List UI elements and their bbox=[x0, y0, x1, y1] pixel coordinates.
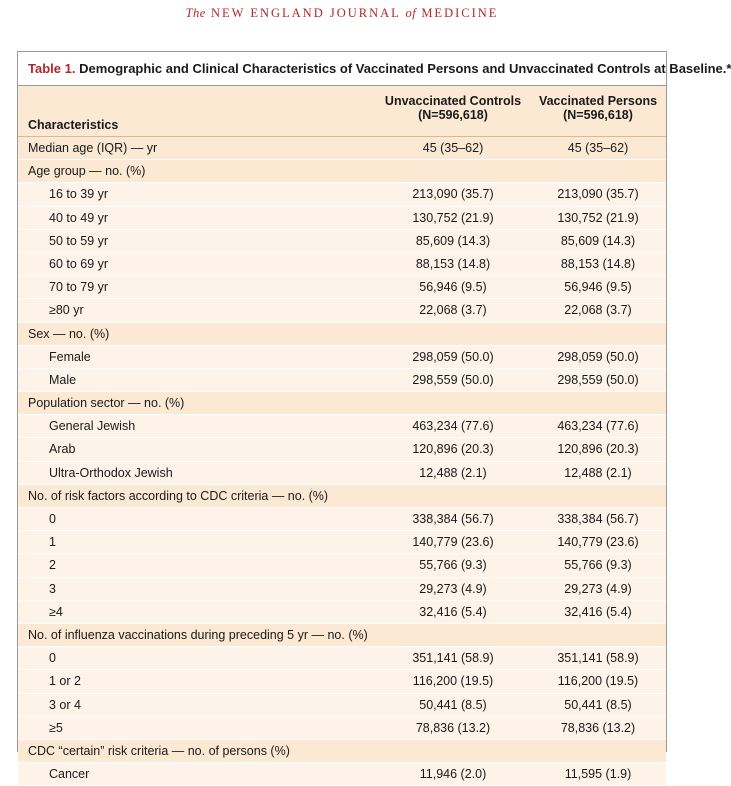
row-label: Sex — no. (%) bbox=[28, 326, 110, 341]
row-label: 50 to 59 yr bbox=[49, 233, 109, 248]
row-vaccinated-value: 11,595 (1.9) bbox=[564, 767, 632, 782]
row-vaccinated-value: 140,779 (23.6) bbox=[557, 535, 639, 550]
row-vaccinated-value: 88,153 (14.8) bbox=[560, 256, 636, 271]
row-label: 2 bbox=[49, 558, 56, 573]
row-vaccinated-value: 298,559 (50.0) bbox=[557, 372, 639, 387]
masthead-end: MEDICINE bbox=[421, 6, 499, 20]
table-header bbox=[18, 86, 666, 137]
row-unvaccinated-value: 338,384 (56.7) bbox=[412, 512, 494, 526]
header-vaccinated-n: (N=596,618) bbox=[563, 108, 633, 122]
row-unvaccinated-value: 56,946 (9.5) bbox=[419, 280, 487, 295]
row-unvaccinated-value: 140,779 (23.6) bbox=[412, 535, 494, 550]
row-vaccinated-value: 29,273 (4.9) bbox=[564, 581, 632, 596]
row-label: 1 or 2 bbox=[49, 674, 81, 689]
row-vaccinated-value: 12,488 (2.1) bbox=[564, 465, 632, 480]
row-vaccinated-value: 32,416 (5.4) bbox=[564, 604, 632, 619]
row-label: 60 to 69 yr bbox=[49, 256, 109, 271]
row-unvaccinated-value: 130,752 (21.9) bbox=[412, 210, 494, 225]
journal-masthead bbox=[0, 0, 684, 28]
table-row bbox=[18, 207, 666, 230]
row-vaccinated-value: 78,836 (13.2) bbox=[560, 720, 636, 735]
row-vaccinated-value: 85,609 (14.3) bbox=[560, 233, 636, 248]
table-row bbox=[18, 578, 666, 601]
table-row bbox=[18, 624, 666, 647]
table-row bbox=[18, 694, 666, 717]
row-vaccinated-value: 50,441 (8.5) bbox=[564, 697, 632, 712]
row-label: Ultra-Orthodox Jewish bbox=[49, 465, 173, 480]
table-1 bbox=[17, 51, 731, 782]
row-label: Population sector — no. (%) bbox=[28, 396, 185, 411]
row-label: Cancer bbox=[49, 767, 90, 782]
header-vaccinated-label: Vaccinated Persons bbox=[538, 94, 658, 108]
row-label: Male bbox=[49, 372, 77, 387]
row-label: CDC “certain” risk criteria — no. of persons (%) bbox=[28, 743, 290, 758]
row-label: Female bbox=[49, 349, 91, 364]
row-vaccinated-value: 338,384 (56.7) bbox=[557, 512, 639, 526]
table-row bbox=[18, 369, 666, 392]
row-vaccinated-value: 298,059 (50.0) bbox=[557, 349, 639, 364]
table-body bbox=[18, 137, 666, 786]
masthead-main: NEW ENGLAND JOURNAL bbox=[210, 6, 401, 20]
table-row bbox=[18, 740, 666, 763]
row-label: ≥5 bbox=[49, 720, 63, 735]
table-row bbox=[18, 670, 666, 693]
masthead-of: of bbox=[405, 6, 417, 20]
row-vaccinated-value: 213,090 (35.7) bbox=[557, 187, 639, 202]
table-row bbox=[18, 253, 666, 276]
header-unvaccinated-n: (N=596,618) bbox=[418, 108, 488, 122]
row-unvaccinated-value: 88,153 (14.8) bbox=[415, 256, 491, 271]
row-unvaccinated-value: 22,068 (3.7) bbox=[419, 303, 487, 318]
table-row bbox=[18, 415, 666, 438]
row-unvaccinated-value: 78,836 (13.2) bbox=[415, 720, 491, 735]
table-row bbox=[18, 462, 666, 485]
row-label: Median age (IQR) — yr bbox=[28, 141, 158, 155]
row-unvaccinated-value: 12,488 (2.1) bbox=[419, 465, 487, 480]
table-row bbox=[18, 438, 666, 461]
table-row bbox=[18, 299, 666, 322]
row-vaccinated-value: 463,234 (77.6) bbox=[557, 419, 639, 434]
row-label: 70 to 79 yr bbox=[49, 280, 109, 295]
table-row bbox=[18, 276, 666, 299]
header-vaccinated bbox=[523, 94, 673, 122]
header-unvaccinated-label: Unvaccinated Controls bbox=[384, 94, 522, 108]
row-label: 3 bbox=[49, 581, 56, 596]
row-label: ≥4 bbox=[49, 604, 63, 619]
row-label: 40 to 49 yr bbox=[49, 210, 109, 225]
masthead-the: The bbox=[185, 6, 206, 20]
row-unvaccinated-value: 213,090 (35.7) bbox=[412, 187, 494, 202]
row-unvaccinated-value: 463,234 (77.6) bbox=[412, 419, 494, 434]
table-row bbox=[18, 601, 666, 624]
row-label: 1 bbox=[49, 535, 56, 550]
table-row bbox=[18, 485, 666, 508]
row-label: 16 to 39 yr bbox=[49, 187, 109, 202]
row-unvaccinated-value: 55,766 (9.3) bbox=[419, 558, 487, 573]
row-unvaccinated-value: 351,141 (58.9) bbox=[412, 651, 494, 666]
row-label: General Jewish bbox=[49, 419, 136, 434]
row-unvaccinated-value: 298,059 (50.0) bbox=[412, 349, 494, 364]
table-row bbox=[18, 183, 666, 206]
row-label: 0 bbox=[49, 651, 56, 666]
row-unvaccinated-value: 85,609 (14.3) bbox=[415, 233, 491, 248]
table-row bbox=[18, 717, 666, 740]
row-label: Arab bbox=[49, 442, 76, 457]
table-row bbox=[18, 346, 666, 369]
row-vaccinated-value: 351,141 (58.9) bbox=[557, 651, 639, 666]
row-label: 3 or 4 bbox=[49, 697, 81, 712]
row-vaccinated-value: 130,752 (21.9) bbox=[557, 210, 639, 225]
table-row bbox=[18, 531, 666, 554]
header-characteristics: Characteristics bbox=[28, 118, 119, 132]
table-row bbox=[18, 763, 666, 786]
row-unvaccinated-value: 45 (35–62) bbox=[422, 141, 484, 155]
table-row bbox=[18, 647, 666, 670]
row-vaccinated-value: 120,896 (20.3) bbox=[557, 442, 639, 457]
row-unvaccinated-value: 32,416 (5.4) bbox=[419, 604, 487, 619]
row-label: 0 bbox=[49, 512, 56, 526]
table-title: Demographic and Clinical Characteristics of Vaccinated Persons and Unvaccinated Controls at Baseline.* bbox=[79, 61, 731, 76]
row-unvaccinated-value: 116,200 (19.5) bbox=[412, 674, 494, 689]
table-row bbox=[18, 554, 666, 577]
row-label: No. of influenza vaccinations during preceding 5 yr — no. (%) bbox=[28, 627, 368, 642]
table-caption bbox=[18, 52, 731, 86]
table-number: Table 1. bbox=[28, 61, 76, 76]
table-row bbox=[18, 508, 666, 531]
row-vaccinated-value: 116,200 (19.5) bbox=[557, 674, 639, 689]
row-vaccinated-value: 45 (35–62) bbox=[567, 141, 629, 155]
row-unvaccinated-value: 50,441 (8.5) bbox=[419, 697, 487, 712]
row-unvaccinated-value: 298,559 (50.0) bbox=[412, 372, 494, 387]
row-label: ≥80 yr bbox=[49, 303, 84, 318]
row-label: Age group — no. (%) bbox=[28, 164, 146, 179]
table-row bbox=[18, 160, 666, 183]
row-unvaccinated-value: 11,946 (2.0) bbox=[419, 767, 487, 782]
table-row bbox=[18, 392, 666, 415]
table-row bbox=[18, 230, 666, 253]
table-row bbox=[18, 323, 666, 346]
row-label: No. of risk factors according to CDC criteria — no. (%) bbox=[28, 488, 329, 503]
row-unvaccinated-value: 120,896 (20.3) bbox=[412, 442, 494, 457]
row-vaccinated-value: 22,068 (3.7) bbox=[564, 303, 632, 318]
row-vaccinated-value: 55,766 (9.3) bbox=[564, 558, 632, 573]
table-row bbox=[18, 137, 666, 160]
row-unvaccinated-value: 29,273 (4.9) bbox=[419, 581, 487, 596]
row-vaccinated-value: 56,946 (9.5) bbox=[564, 280, 632, 295]
header-unvaccinated bbox=[378, 94, 528, 122]
